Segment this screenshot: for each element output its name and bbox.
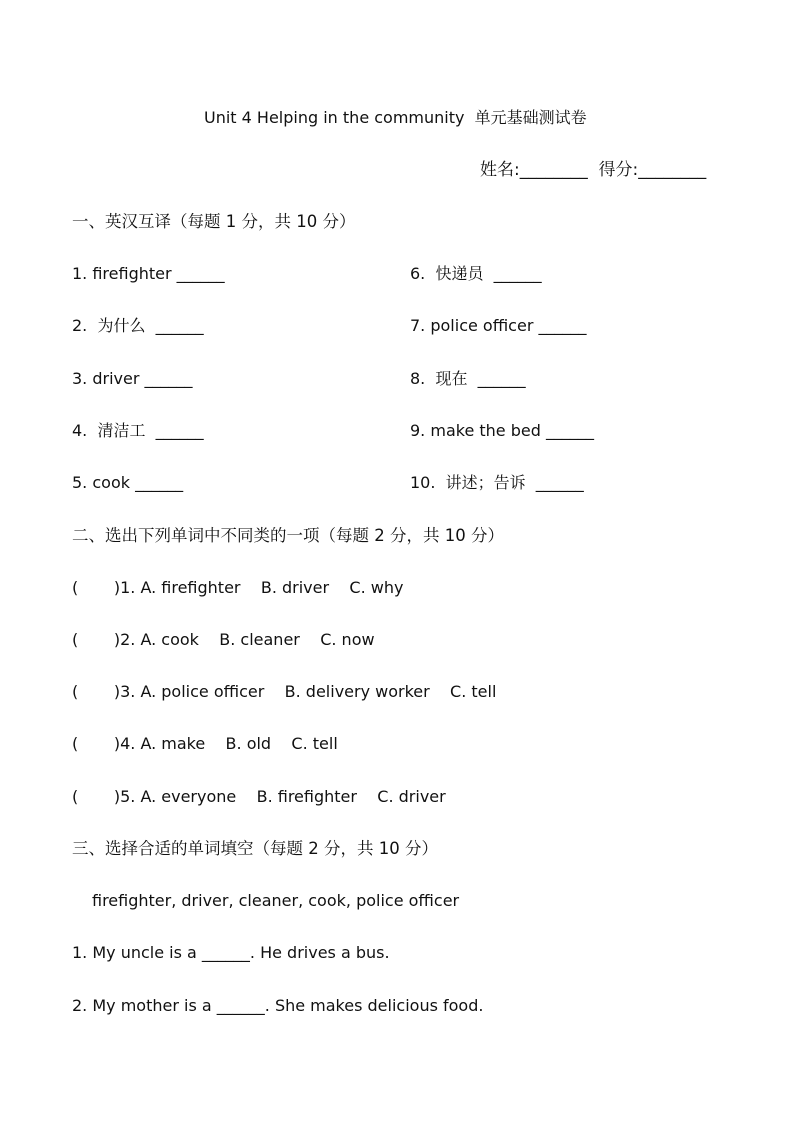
word-bank: firefighter, driver, cleaner, cook, police officer xyxy=(92,891,460,910)
section2-heading: 二、选出下列单词中不同类的一项（每题 2 分，共 10 分） xyxy=(72,526,504,545)
section1-item-1: 1. firefighter ______ xyxy=(72,264,225,283)
section3-item-1: 1. My uncle is a ______. He drives a bus. xyxy=(72,943,390,962)
page-title: Unit 4 Helping in the community 单元基础测试卷 xyxy=(204,108,587,127)
section1-item-2: 2. 为什么 ______ xyxy=(72,316,204,335)
section1-item-8: 8. 现在 ______ xyxy=(410,369,526,388)
section2-item-5: ( )5. A. everyone B. firefighter C. driver xyxy=(72,787,446,806)
section1-heading: 一、英汉互译（每题 1 分，共 10 分） xyxy=(72,212,356,231)
section1-item-5: 5. cook ______ xyxy=(72,473,184,492)
name-score-field: 姓名:________ 得分:________ xyxy=(480,160,707,180)
section1-item-3: 3. driver ______ xyxy=(72,369,193,388)
section3-heading: 三、选择合适的单词填空（每题 2 分，共 10 分） xyxy=(72,839,438,858)
section1-item-10: 10. 讲述；告诉 ______ xyxy=(410,473,584,492)
section2-item-4: ( )4. A. make B. old C. tell xyxy=(72,734,338,753)
section1-item-7: 7. police officer ______ xyxy=(410,316,587,335)
section1-item-4: 4. 清洁工 ______ xyxy=(72,421,204,440)
section1-item-6: 6. 快递员 ______ xyxy=(410,264,542,283)
section1-item-9: 9. make the bed ______ xyxy=(410,421,594,440)
section2-item-1: ( )1. A. firefighter B. driver C. why xyxy=(72,578,404,597)
section2-item-2: ( )2. A. cook B. cleaner C. now xyxy=(72,630,375,649)
section2-item-3: ( )3. A. police officer B. delivery worker C. tell xyxy=(72,682,497,701)
section3-item-2: 2. My mother is a ______. She makes delicious food. xyxy=(72,996,484,1015)
